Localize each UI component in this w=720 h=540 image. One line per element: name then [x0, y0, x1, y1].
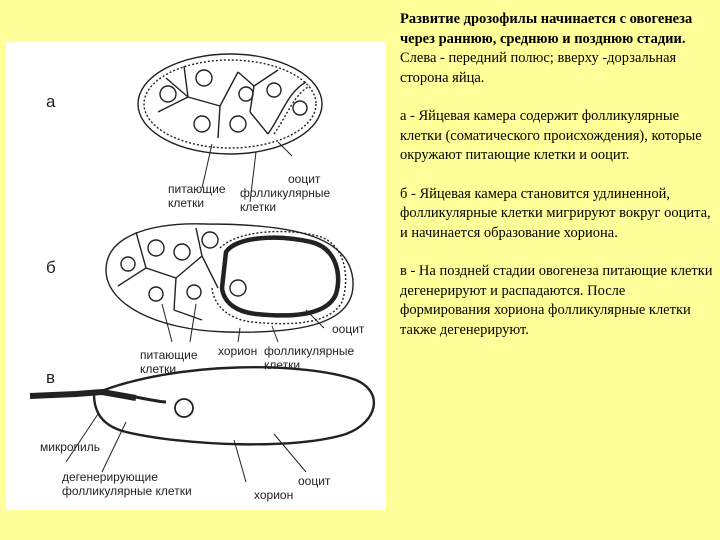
label-nurse-cells-b: питающие клетки — [140, 348, 198, 376]
nurse-cell-nucleus — [149, 287, 163, 301]
paragraph-c: в - На поздней стадии овогенеза питающие клетки дегенерируют и распадаются. После формирования хориона фолликулярные клетки также дегенерируют. — [400, 263, 713, 338]
intro-bold: Развитие дрозофилы начинается с овогенеза через раннюю, среднюю и позднюю стадии. — [400, 11, 693, 47]
intro-paragraph — [400, 10, 718, 88]
description-text — [400, 10, 718, 359]
nurse-cell-nucleus — [202, 232, 218, 248]
label-micropyle: микропиль — [40, 440, 101, 454]
label-chorion-b: хорион — [218, 344, 258, 358]
panel-letter-b: б — [46, 258, 56, 277]
nurse-cell-nucleus — [187, 285, 201, 299]
label-oocyte-c: ооцит — [298, 474, 331, 488]
nurse-cell-nucleus — [267, 83, 281, 97]
nurse-cell-nucleus — [174, 244, 190, 260]
paragraph-b: б - Яйцевая камера становится удлиненной, фолликулярные клетки мигрируют вокруг ооцита, и начинается образование хориона. — [400, 185, 711, 241]
label-chorion-c: хорион — [254, 488, 294, 502]
panel-c-late-egg — [30, 367, 374, 482]
nurse-cell-nucleus — [239, 87, 253, 101]
nurse-cell-nucleus — [148, 240, 164, 256]
label-oocyte-a: ооцит — [288, 172, 321, 186]
oocyte-nucleus — [175, 399, 193, 417]
label-oocyte-b: ооцит — [332, 322, 365, 336]
nurse-cell-nucleus — [196, 70, 212, 86]
nurse-cell-nucleus — [160, 86, 176, 102]
panel-letter-c: в — [46, 368, 56, 387]
chorion-outline — [94, 367, 374, 444]
intro-rest: Слева - передний полюс; вверху -дорзальная сторона яйца. — [400, 50, 677, 86]
oocyte-nucleus — [230, 280, 246, 296]
panel-letter-a: а — [46, 92, 56, 111]
label-follicle-cells-a: фолликулярные клетки — [240, 186, 331, 214]
nurse-cell-nucleus — [194, 116, 210, 132]
oogenesis-figure — [6, 42, 386, 510]
nurse-cell-nucleus — [230, 116, 246, 132]
nurse-cell-nucleus — [121, 257, 135, 271]
oocyte-nucleus — [293, 101, 307, 115]
label-nurse-cells-a: питающие клетки — [168, 182, 226, 210]
oocyte-outline — [222, 238, 338, 316]
egg-chamber-outline — [106, 224, 353, 332]
label-follicle-cells-b: фолликулярные клетки — [264, 344, 355, 372]
panel-b-egg-chamber — [106, 224, 353, 342]
label-degenerating-follicle-cells: дегенерирующие фолликулярные клетки — [62, 470, 192, 498]
paragraph-a: а - Яйцевая камера содержит фолликулярные клетки (соматического происхождения), которые окружают питающие клетки и ооцит. — [400, 108, 702, 163]
